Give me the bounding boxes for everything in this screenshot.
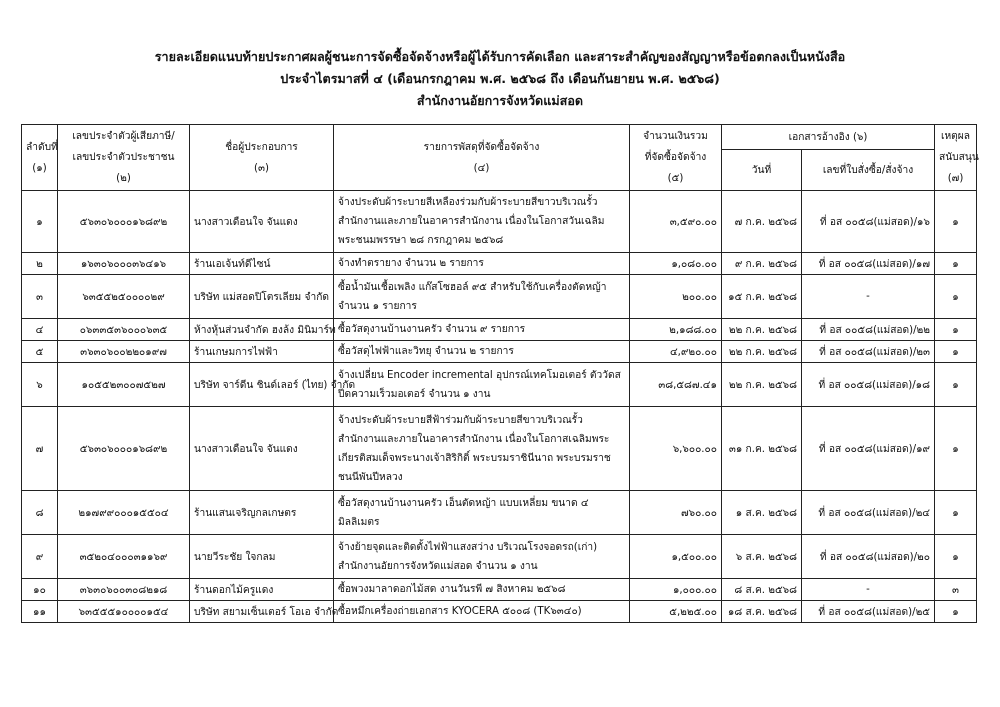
row-amount: ๖,๖๐๐.๐๐ [630,407,722,491]
row-description: จ้างประดับผ้าระบายสีเหลืองร่วมกับผ้าระบายสีขาวบริเวณรั้ว สำนักงานและภายในอาคารสำนักงาน เนื่องในโอกาสวันเฉลิม พระชนมพรรษา ๒๘ กรกฎาคม ๒๕๖๘ [334,191,630,253]
col-refdocs-header: เอกสารอ้างอิง (๖) [722,125,935,150]
row-description: จ้างทำตรายาง จำนวน ๒ รายการ [334,253,630,275]
row-taxid: ๓๖๓๐๖๐๐๓๐๘๒๑๘ [58,579,190,601]
table-row [22,191,977,253]
row-amount: ๗๖๐.๐๐ [630,491,722,535]
row-date: ๓๑ ก.ค. ๒๕๖๘ [722,407,802,491]
col-orderno-header: เลขที่ใบสั่งซื้อ/สั่งจ้าง [802,150,935,191]
row-date: ๙ ก.ค. ๒๕๖๘ [722,253,802,275]
row-taxid: ๕๖๓๐๖๐๐๐๑๖๘๙๒ [58,407,190,491]
table-row [22,275,977,319]
row-description: จ้างเปลี่ยน Encoder incremental อุปกรณ์เทคโมอเตอร์ ตัววัดสปีดความเร็วมอเตอร์ จำนวน ๑ งาน [334,363,630,407]
row-reason: ๑ [935,253,977,275]
row-vendor: นางสาวเดือนใจ จันแดง [190,191,334,253]
row-order-number: ที่ อส ๐๐๕๘(แม่สอด)/๒๕ [802,601,935,623]
row-date: ๑๕ ก.ค. ๒๕๖๘ [722,275,802,319]
table-row [22,601,977,623]
row-reason: ๓ [935,579,977,601]
procurement-table [21,124,977,623]
row-date: ๖ ส.ค. ๒๕๖๘ [722,535,802,579]
row-vendor: บริษัท สยามเซ็นเตอร์ โอเอ จำกัด [190,601,334,623]
row-taxid: ๑๐๕๕๒๓๐๐๗๕๒๗ [58,363,190,407]
row-description: ซื้อวัสดุงานบ้านงานครัว จำนวน ๙ รายการ [334,319,630,341]
row-reason: ๑ [935,275,977,319]
row-date: ๑๘ ส.ค. ๒๕๖๘ [722,601,802,623]
document-period: ประจำไตรมาสที่ ๔ (เดือนกรกฎาคม พ.ศ. ๒๕๖๘ ถึง เดือนกันยายน พ.ศ. ๒๕๖๘) [280,71,720,86]
row-taxid: ๓๕๒๐๔๐๐๐๓๑๑๖๙ [58,535,190,579]
row-reason: ๑ [935,319,977,341]
row-taxid: ๕๖๓๐๖๐๐๐๑๖๘๙๒ [58,191,190,253]
row-vendor: ร้านเอเจ้นท์ดีไซน์ [190,253,334,275]
table-row [22,253,977,275]
row-order-number: - [802,579,935,601]
document-office: สำนักงานอัยการจังหวัดแม่สอด [416,93,584,108]
row-description: จ้างประดับผ้าระบายสีฟ้าร่วมกับผ้าระบายสีขาวบริเวณรั้ว สำนักงานและภายในอาคารสำนักงาน เนื่องในโอกาสเฉลิมพระ เกียรติสมเด็จพระนางเจ้าสิริกิติ์ พระบรมราชินีนาถ พระบรมราช ชนนีพันปีหลวง [334,407,630,491]
row-reason: ๑ [935,191,977,253]
row-amount: ๑,๐๐๐.๐๐ [630,579,722,601]
row-vendor: บริษัท แม่สอดปิโตรเลียม จำกัด [190,275,334,319]
row-order-number: ที่ อส ๐๐๕๘(แม่สอด)/๒๔ [802,491,935,535]
row-seq: ๑ [22,191,58,253]
row-amount: ๕,๒๒๕.๐๐ [630,601,722,623]
row-seq: ๘ [22,491,58,535]
row-seq: ๓ [22,275,58,319]
row-reason: ๑ [935,363,977,407]
row-reason: ๑ [935,601,977,623]
table-row [22,579,977,601]
row-description: ซื้อวัสดุงานบ้านงานครัว เอ็นตัดหญ้า แบบเหลี่ยม ขนาด ๔ มิลลิเมตร [334,491,630,535]
row-description: ซื้อวัสดุไฟฟ้าและวิทยุ จำนวน ๒ รายการ [334,341,630,363]
row-taxid: ๐๖๓๓๕๓๖๐๐๐๖๓๕ [58,319,190,341]
col-amount-header: จำนวนเงินรวม ที่จัดซื้อจัดจ้าง (๕) [630,125,722,191]
row-description: จ้างย้ายจุดและติดตั้งไฟฟ้าแสงสว่าง บริเวณโรงจอดรถ(เก่า) สำนักงานอัยการจังหวัดแม่สอด จำนวน ๑ งาน [334,535,630,579]
row-description: ซื้อหมึกเครื่องถ่ายเอกสาร KYOCERA ๕๐๐๘ (TK๖๓๔๐) [334,601,630,623]
row-taxid: ๖๓๕๕๒๕๐๐๐๐๒๙ [58,275,190,319]
row-date: ๒๒ ก.ค. ๒๕๖๘ [722,319,802,341]
col-reason-header: เหตุผล สนับสนุน (๗) [935,125,977,191]
row-order-number: ที่ อส ๐๐๕๘(แม่สอด)/๒๓ [802,341,935,363]
table-row [22,319,977,341]
row-seq: ๔ [22,319,58,341]
document-title: รายละเอียดแนบท้ายประกาศผลผู้ชนะการจัดซื้อจัดจ้างหรือผู้ได้รับการคัดเลือก และสาระสำคัญของสัญญาหรือข้อตกลงเป็นหนังสือ [154,49,846,64]
row-reason: ๑ [935,535,977,579]
row-vendor: ร้านดอกไม้ครูแดง [190,579,334,601]
row-taxid: ๑๖๓๐๖๐๐๐๓๖๔๑๖ [58,253,190,275]
row-description: ซื้อน้ำมันเชื้อเพลิง แก๊สโซฮอล์ ๙๕ สำหรับใช้กับเครื่องตัดหญ้า จำนวน ๑ รายการ [334,275,630,319]
table-row [22,491,977,535]
row-reason: ๑ [935,491,977,535]
row-amount: ๓๘,๕๘๗.๔๑ [630,363,722,407]
row-reason: ๑ [935,341,977,363]
row-vendor: ร้านเกษมการไฟฟ้า [190,341,334,363]
row-amount: ๒,๑๘๘.๐๐ [630,319,722,341]
row-vendor: นายวีระชัย ใจกลม [190,535,334,579]
row-seq: ๕ [22,341,58,363]
row-order-number: ที่ อส ๐๐๕๘(แม่สอด)/๑๖ [802,191,935,253]
row-date: ๘ ส.ค. ๒๕๖๘ [722,579,802,601]
row-amount: ๑,๐๘๐.๐๐ [630,253,722,275]
row-date: ๒๒ ก.ค. ๒๕๖๘ [722,341,802,363]
row-vendor: บริษัท จาร์ดีน ชินด์เลอร์ (ไทย) จำกัด [190,363,334,407]
row-date: ๑ ส.ค. ๒๕๖๘ [722,491,802,535]
row-order-number: ที่ อส ๐๐๕๘(แม่สอด)/๑๘ [802,363,935,407]
row-taxid: ๒๑๗๙๙๐๐๐๑๕๕๐๔ [58,491,190,535]
row-order-number: ที่ อส ๐๐๕๘(แม่สอด)/๑๙ [802,407,935,491]
row-amount: ๓,๕๙๐.๐๐ [630,191,722,253]
row-order-number: ที่ อส ๐๐๕๘(แม่สอด)/๒๒ [802,319,935,341]
col-items-header: รายการพัสดุที่จัดซื้อจัดจ้าง (๔) [334,125,630,191]
col-taxid-header: เลขประจำตัวผู้เสียภาษี/ เลขประจำตัวประชาชน (๒) [58,125,190,191]
row-seq: ๙ [22,535,58,579]
row-reason: ๑ [935,407,977,491]
row-description: ซื้อพวงมาลาดอกไม้สด งานวันรพี ๗ สิงหาคม ๒๕๖๘ [334,579,630,601]
row-seq: ๗ [22,407,58,491]
row-amount: ๒๐๐.๐๐ [630,275,722,319]
table-row [22,535,977,579]
row-vendor: ร้านแสนเจริญกลเกษตร [190,491,334,535]
row-taxid: ๓๖๓๐๖๐๐๒๒๐๑๙๗ [58,341,190,363]
row-amount: ๔,๙๒๐.๐๐ [630,341,722,363]
row-seq: ๑๑ [22,601,58,623]
row-vendor: นางสาวเดือนใจ จันแดง [190,407,334,491]
col-date-header: วันที่ [722,150,802,191]
col-vendor-header: ชื่อผู้ประกอบการ (๓) [190,125,334,191]
row-taxid: ๖๓๕๕๕๑๐๐๐๐๑๕๔ [58,601,190,623]
document-header [0,46,1000,112]
row-seq: ๒ [22,253,58,275]
row-order-number: ที่ อส ๐๐๕๘(แม่สอด)/๒๐ [802,535,935,579]
table-row [22,363,977,407]
table-row [22,407,977,491]
row-order-number: - [802,275,935,319]
row-order-number: ที่ อส ๐๐๕๘(แม่สอด)/๑๗ [802,253,935,275]
row-seq: ๑๐ [22,579,58,601]
row-vendor: ห้างหุ้นส่วนจำกัด ฮงล้ง มินิมาร์ท [190,319,334,341]
row-seq: ๖ [22,363,58,407]
table-body [22,191,977,623]
row-date: ๒๒ ก.ค. ๒๕๖๘ [722,363,802,407]
table-row [22,341,977,363]
row-amount: ๑,๕๐๐.๐๐ [630,535,722,579]
row-date: ๗ ก.ค. ๒๕๖๘ [722,191,802,253]
col-seq-header: ลำดับที่ (๑) [22,125,58,191]
